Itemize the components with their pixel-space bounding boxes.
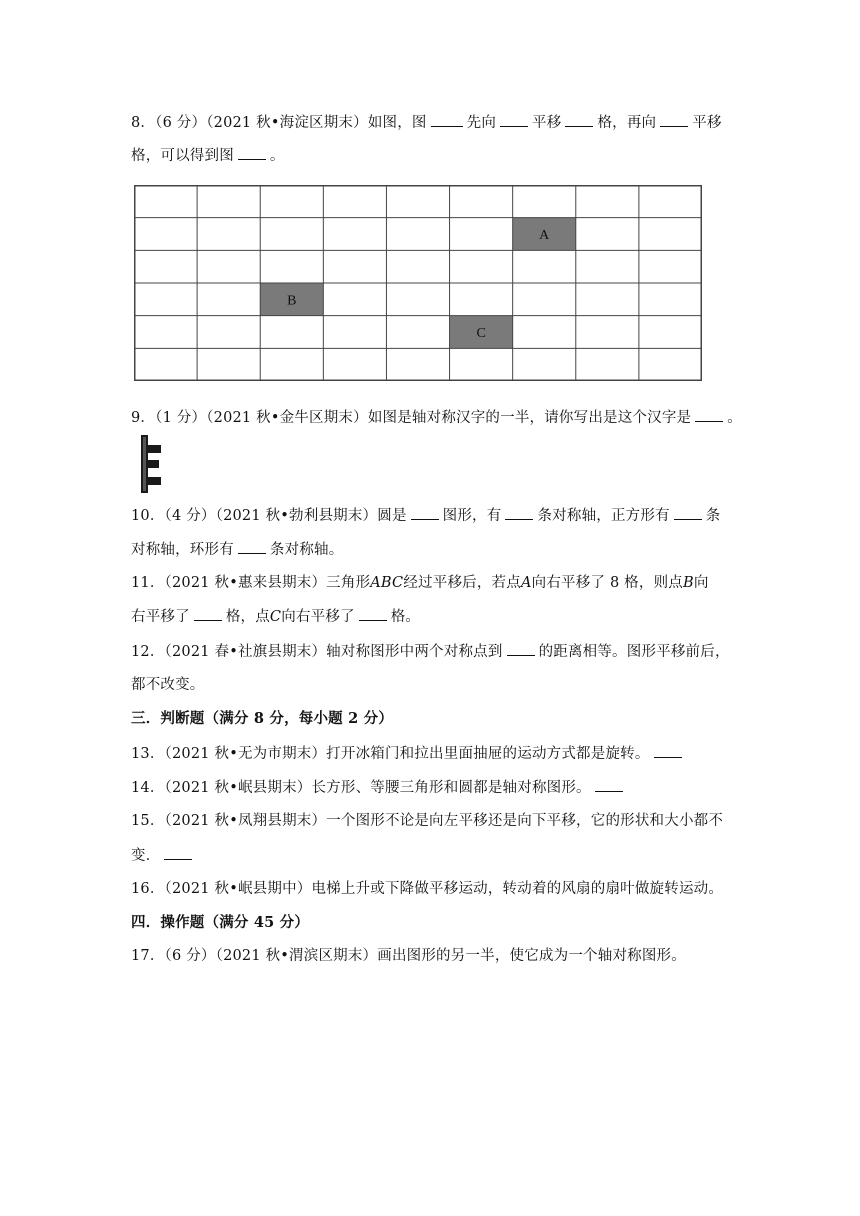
q11-var-c: C [269, 609, 282, 625]
q8-text-3: 平移 [532, 115, 562, 131]
q8-text-6: 格，可以得到图 [131, 148, 234, 164]
q11-var-a: A [520, 575, 532, 591]
q9-text-2: 。 [727, 410, 742, 426]
q10-text-5: 对称轴，环形有 [131, 542, 234, 558]
q10-line-2 [131, 539, 343, 560]
q12-blank-1[interactable] [507, 641, 535, 656]
q8-text-2: 先向 [466, 115, 497, 131]
q13-blank[interactable] [654, 743, 682, 758]
q12-line-1 [131, 641, 730, 662]
half-character-figure [137, 433, 165, 495]
section-3-heading: 三．判断题（满分 8 分，每小题 2 分） [131, 710, 394, 727]
q13-line [131, 743, 686, 764]
q13-text: 13．（2021 秋•无为市期末）打开冰箱门和拉出里面抽屉的运动方式都是旋转。 [131, 746, 650, 762]
q11-line-1 [131, 573, 709, 593]
q8-text-5: 平移 [692, 115, 722, 131]
q10-blank-4[interactable] [238, 539, 266, 554]
q15-text-2: 变． [131, 848, 161, 864]
shape-label-b: B [287, 293, 297, 309]
q8-text-1: 8．（6 分）（2021 秋•海淀区期末）如图，图 [131, 115, 427, 131]
q11-var-b: B [682, 575, 694, 591]
q10-text-3: 条对称轴，正方形有 [537, 508, 670, 524]
q12-line-2 [131, 675, 205, 695]
q10-text-4: 条 [705, 508, 721, 524]
shape-label-c: C [476, 326, 486, 341]
q14-blank[interactable] [595, 777, 623, 792]
q10-blank-1[interactable] [411, 505, 439, 520]
q15-blank[interactable] [164, 845, 192, 860]
q8-line-2 [131, 145, 285, 166]
q16-text: 16．（2021 秋•岷县期中）电梯上升或下降做平移运动，转动着的风扇的扇叶做旋转运动。 [131, 881, 724, 897]
shape-label-a: A [539, 228, 550, 243]
q14-line [131, 777, 627, 798]
q8-blank-3[interactable] [565, 112, 593, 127]
q12-text-3: 都不改变。 [131, 677, 205, 693]
q12-text-2: 的距离相等。图形平移前后， [538, 644, 730, 660]
q11-text-4: 向 [693, 575, 709, 591]
q11-text-2: 经过平移后，若点 [403, 575, 521, 591]
q11-text-8: 格。 [390, 609, 421, 625]
q15-text-1: 15．（2021 秋•凤翔县期末）一个图形不论是向左平移还是向下平移，它的形状和大小都不 [131, 813, 724, 829]
q11-blank-1[interactable] [194, 606, 222, 621]
q11-blank-2[interactable] [359, 606, 387, 621]
grid-svg [134, 185, 702, 381]
q10-blank-3[interactable] [674, 505, 702, 520]
q11-text-6: 格，点 [225, 609, 270, 625]
q10-text-2: 图形，有 [442, 508, 502, 524]
q15-line-2 [131, 845, 196, 866]
q8-blank-5[interactable] [238, 145, 266, 160]
q8-blank-2[interactable] [500, 112, 528, 127]
q8-blank-4[interactable] [660, 112, 688, 127]
q11-text-1: 11．（2021 秋•惠来县期末）三角形 [131, 575, 371, 591]
q10-text-1: 10．（4 分）（2021 秋•勃利县期末）圆是 [131, 508, 407, 524]
q12-text-1: 12．（2021 春•社旗县期末）轴对称图形中两个对称点到 [131, 644, 503, 660]
q8-line-1 [131, 112, 722, 133]
q10-text-6: 条对称轴。 [269, 542, 344, 558]
q11-text-7: 向右平移了 [281, 609, 355, 625]
translation-grid [134, 185, 702, 381]
q14-text: 14．（2021 秋•岷县期末）长方形、等腰三角形和圆都是轴对称图形。 [131, 780, 591, 796]
q8-text-4: 格，再向 [597, 115, 657, 131]
q9-line-1 [131, 407, 742, 428]
q11-var-abc: ABC [370, 575, 404, 591]
q11-text-3: 向右平移了 8 格，则点 [531, 575, 683, 591]
q9-text-1: 9．（1 分）（2021 秋•金牛区期末）如图是轴对称汉字的一半，请你写出是这个汉字是 [131, 410, 692, 426]
q10-line-1 [131, 505, 720, 526]
q10-blank-2[interactable] [505, 505, 533, 520]
q11-text-5: 右平移了 [131, 609, 190, 625]
q17-line [131, 946, 686, 966]
section-4-heading: 四．操作题（满分 45 分） [131, 914, 310, 931]
q9-blank-1[interactable] [695, 407, 723, 422]
q16-line [131, 879, 723, 899]
q15-line-1 [131, 811, 723, 831]
q8-text-7: 。 [269, 148, 285, 164]
q17-text: 17．（6 分）（2021 秋•渭滨区期末）画出图形的另一半，使它成为一个轴对称图形。 [131, 948, 686, 964]
q8-blank-1[interactable] [431, 112, 463, 127]
q11-line-2 [131, 606, 420, 627]
